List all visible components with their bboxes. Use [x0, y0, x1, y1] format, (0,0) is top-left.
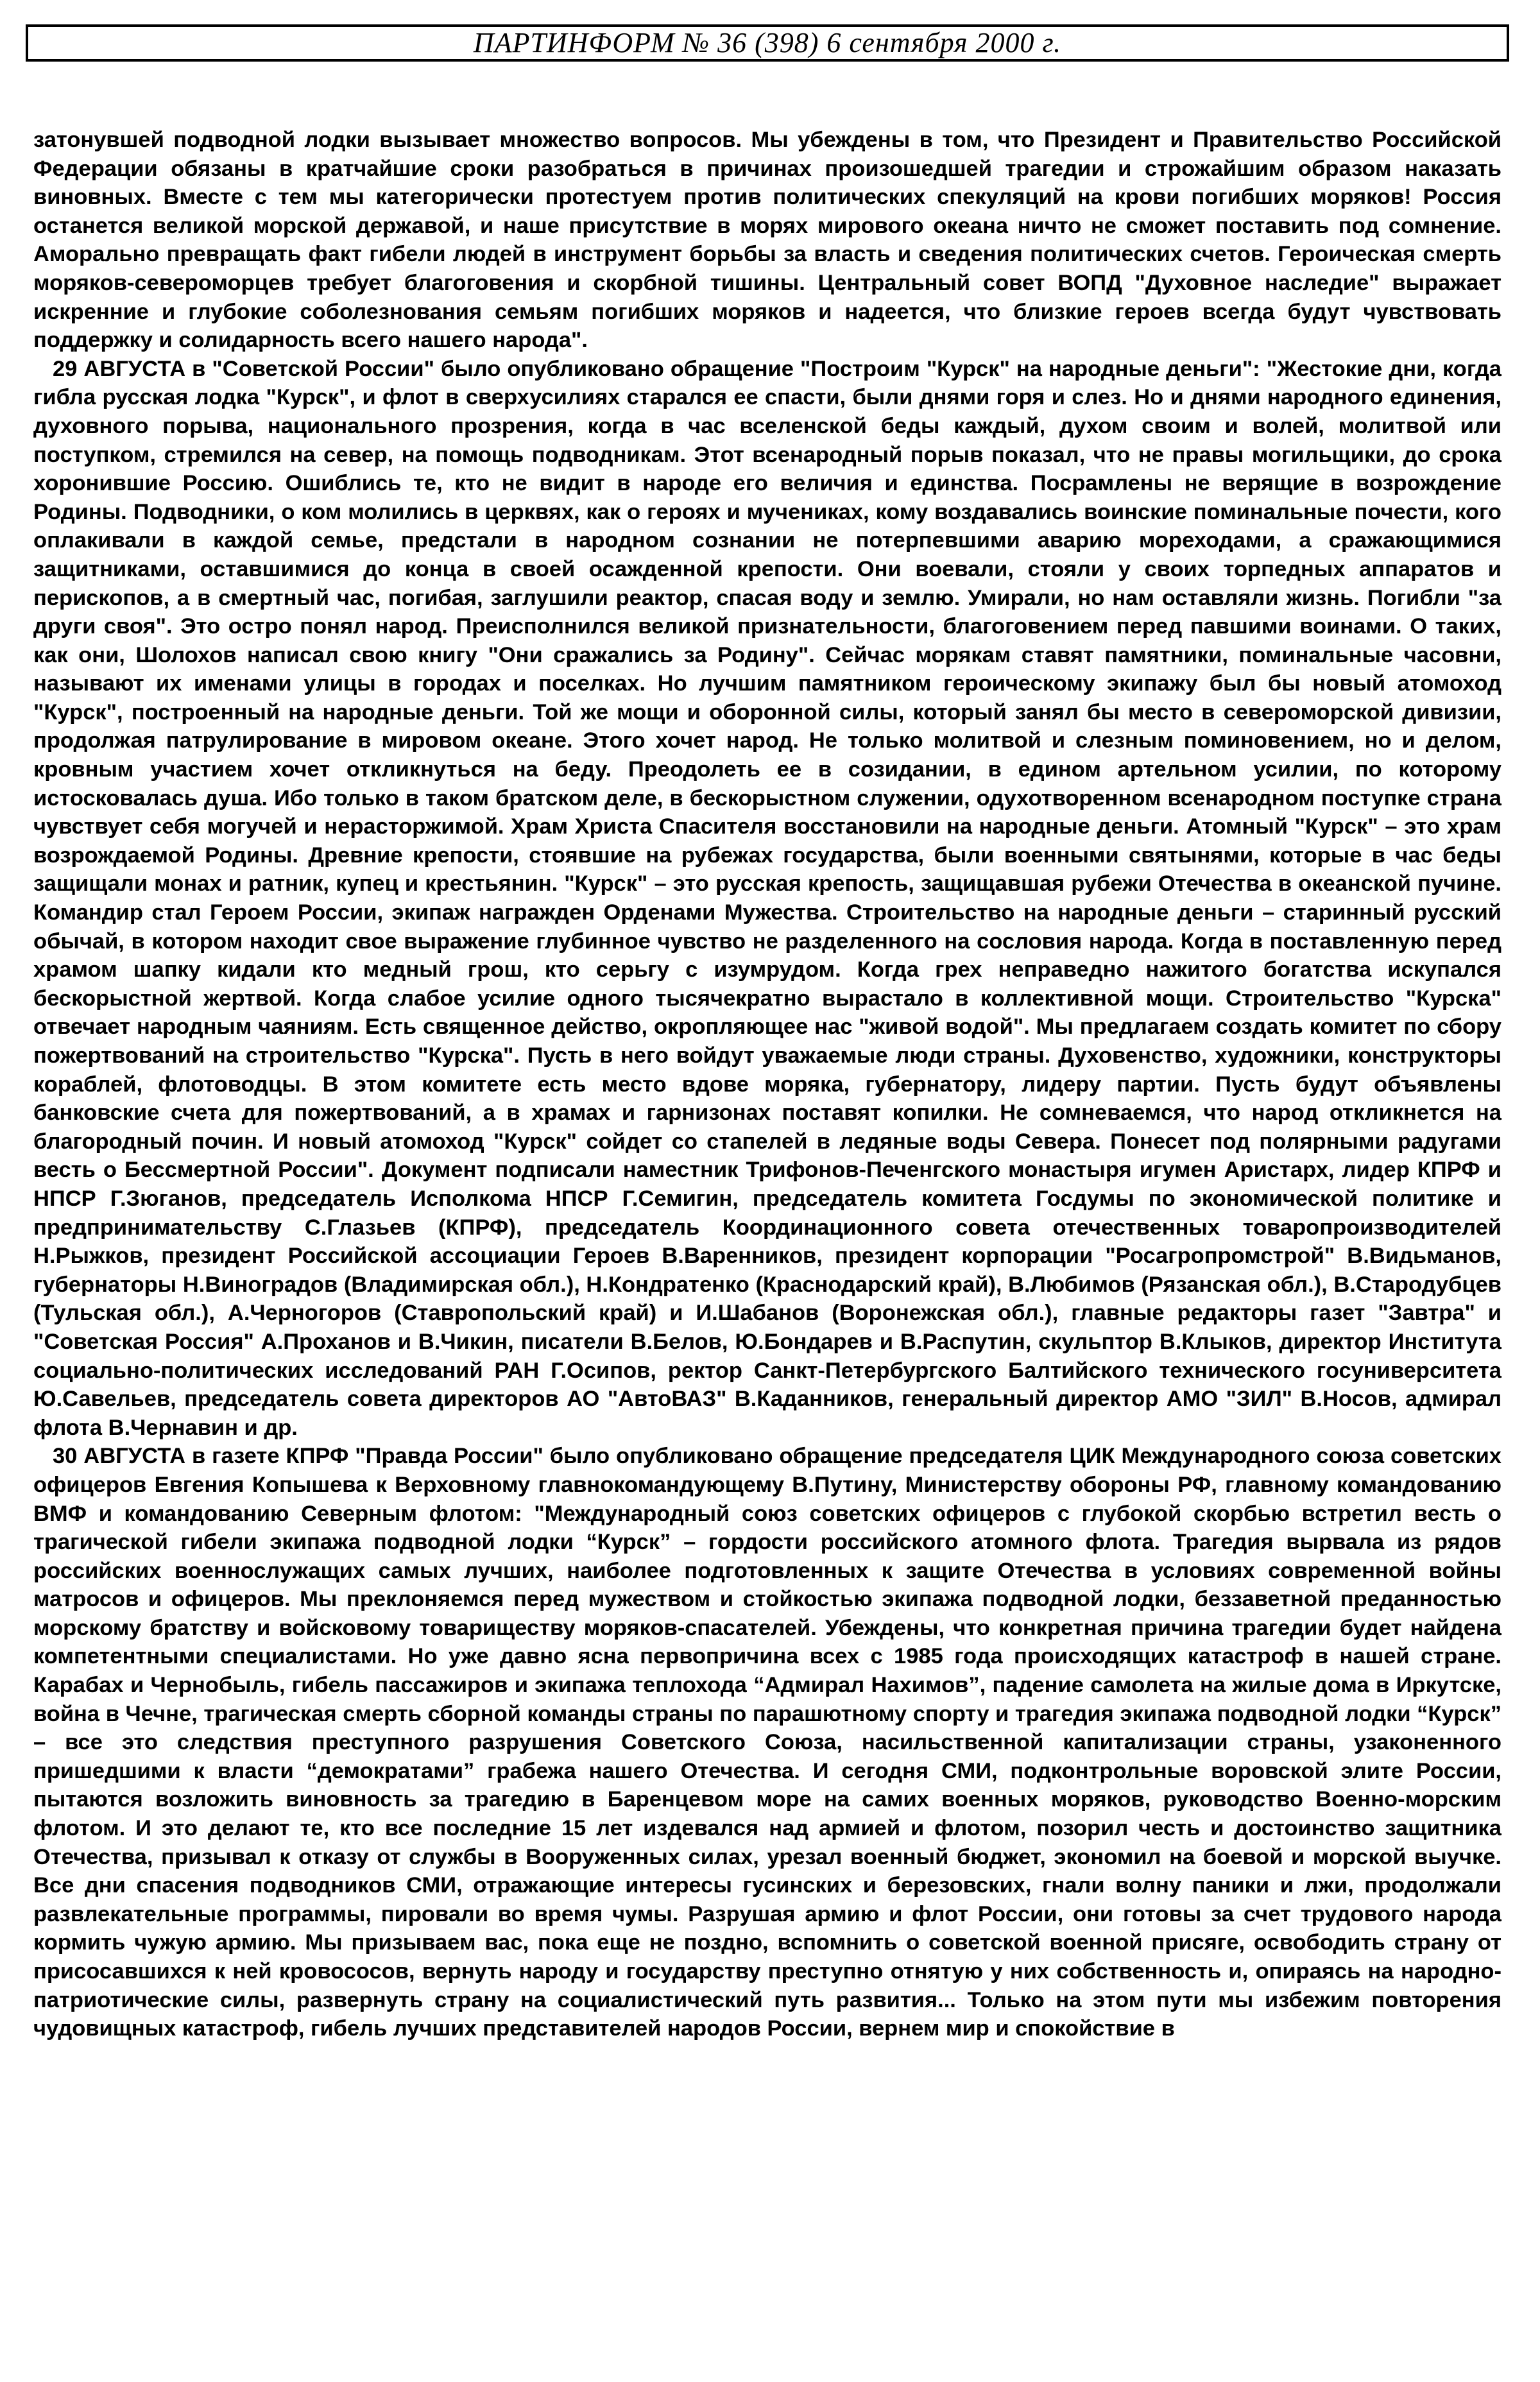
- issue-title: ПАРТИНФОРМ № 36 (398) 6 сентября 2000 г.: [473, 27, 1062, 58]
- page-header: [26, 24, 1509, 62]
- article-body: [33, 126, 1502, 2043]
- article-paragraph: затонувшей подводной лодки вызывает множество вопросов. Мы убеждены в том, что Президент и Правительство Российской Федерации обязаны в кратчайшие сроки разобраться в причинах произошедшей трагедии и строжайшим образом наказать виновных. Вместе с тем мы категорически протестуем против политических спекуляций на крови погибших моряков! Россия останется великой морской державой, и наше присутствие в морях мирового океана ничто не сможет поставить под сомнение. Аморально превращать факт гибели людей в инструмент борьбы за власть и сведения политических счетов. Героическая смерть моряков-североморцев требует благоговения и скорбной тишины. Центральный совет ВОПД "Духовное наследие" выражает искренние и глубокие соболезнования семьям погибших моряков и надеется, что близкие героев всегда будут чувствовать поддержку и солидарность всего нашего народа".: [33, 128, 1502, 353]
- article-paragraph: 30 АВГУСТА в газете КПРФ "Правда России" было опубликовано обращение председателя ЦИК Международного союза советских офицеров Евгения Копышева к Верховному главнокомандующему В.Путину, Министерству обороны РФ, главному командованию ВМФ и командованию Северным флотом: "Международный союз советских офицеров с глубокой скорбью встретил весть о трагической гибели экипажа подводной лодки “Курск” – гордости российского атомного флота. Трагедия вырвала из рядов российских военнослужащих самых лучших, наиболее подготовленных к защите Отечества в условиях современной войны матросов и офицеров. Мы преклоняемся перед мужеством и стойкостью экипажа подводной лодки, беззаветной преданностью морскому братству и войсковому товариществу моряков-спасателей. Убеждены, что конкретная причина трагедии будет найдена компетентными специалистами. Но уже давно ясна первопричина всех с 1985 года происходящих катастроф в нашей стране. Карабах и Чернобыль, гибель пассажиров и экипажа теплохода “Адмирал Нахимов”, падение самолета на жилые дома в Иркутске, война в Чечне, трагическая смерть сборной команды страны по парашютному спорту и трагедия экипажа подводной лодки “Курск” – все это следствия преступного разрушения Советского Союза, насильственной капитализации страны, узаконенного пришедшими к власти “демократами” грабежа нашего Отечества. И сегодня СМИ, подконтрольные воровской элите России, пытаются возложить виновность за трагедию в Баренцевом море на самих военных моряков, руководство Военно-морским флотом. И это делают те, кто все последние 15 лет издевался над армией и флотом, позорил честь и достоинство защитника Отечества, призывал к отказу от службы в Вооруженных силах, урезал военный бюджет, экономил на боевой и морской выучке. Все дни спасения подводников СМИ, отражающие интересы гусинских и березовских, гнали волну паники и лжи, продолжали развлекательные программы, пировали во время чумы. Разрушая армию и флот России, они готовы за счет трудового народа кормить чужую армию. Мы призываем вас, пока еще не поздно, вспомнить о советской военной присяге, освободить страну от присосавшихся к ней кровососов, вернуть народу и государству преступно отнятую у них собственность и, опираясь на народно-патриотические силы, развернуть страну на социалистический путь развития... Только на этом пути мы избежим повторения чудовищных катастроф, гибель лучших представителей народов России, вернем мир и спокойствие в: [33, 1444, 1502, 2041]
- article-paragraph: 29 АВГУСТА в "Советской России" было опубликовано обращение "Построим "Курск" на народные деньги": "Жестокие дни, когда гибла русская лодка "Курск", и флот в сверхусилиях старался ее спасти, были днями горя и слез. Но и днями народного единения, духовного порыва, национального прозрения, когда в час вселенской беды каждый, духом своим и волей, молитвой или поступком, стремился на север, на помощь подводникам. Этот всенародный порыв показал, что не правы могильщики, до срока хоронившие Россию. Ошиблись те, кто не видит в народе его величия и единства. Посрамлены не верящие в возрождение Родины. Подводники, о ком молились в церквях, как о героях и мучениках, кому воздавались воинские поминальные почести, кого оплакивали в каждой семье, предстали в народном сознании не потерпевшими аварию мореходами, а сражающимися защитниками, оставшимися до конца в своей осажденной крепости. Они воевали, стояли у своих торпедных аппаратов и перископов, а в смертный час, погибая, заглушили реактор, спасая воду и землю. Умирали, но нам оставляли жизнь. Погибли "за други своя". Это остро понял народ. Преисполнился великой признательности, благоговением перед павшими воинами. О таких, как они, Шолохов написал свою книгу "Они сражались за Родину". Сейчас морякам ставят памятники, поминальные часовни, называют их именами улицы в городах и поселках. Но лучшим памятником героическому экипажу был бы новый атомоход "Курск", построенный на народные деньги. Той же мощи и оборонной силы, который занял бы место в североморской дивизии, продолжая патрулирование в мировом океане. Этого хочет народ. Не только молитвой и слезным поминовением, но и делом, кровным участием хочет откликнуться на беду. Преодолеть ее в созидании, в едином артельном усилии, по которому истосковалась душа. Ибо только в таком братском деле, в бескорыстном служении, одухотворенном всенародном поступке страна чувствует себя могучей и нерасторжимой. Храм Христа Спасителя восстановили на народные деньги. Атомный "Курск" – это храм возрождаемой Родины. Древние крепости, стоявшие на рубежах государства, были военными святынями, которые в час беды защищали монах и ратник, купец и крестьянин. "Курск" – это русская крепость, защищавшая рубежи Отечества в океанской пучине. Командир стал Героем России, экипаж награжден Орденами Мужества. Строительство на народные деньги – старинный русский обычай, в котором находит свое выражение глубинное чувство не разделенного на сословия народа. Когда в поставленную перед храмом шапку кидали кто медный грош, кто серьгу с изумрудом. Когда грех неправедно нажитого богатства искупался бескорыстной жертвой. Когда слабое усилие одного тысячекратно вырастало в коллективной мощи. Строительство "Курска" отвечает народным чаяниям. Есть священное действо, окропляющее нас "живой водой". Мы предлагаем создать комитет по сбору пожертвований на строительство "Курска". Пусть в него войдут уважаемые люди страны. Духовенство, художники, конструкторы кораблей, флотоводцы. В этом комитете есть место вдове моряка, губернатору, лидеру партии. Пусть будут объявлены банковские счета для пожертвований, а в храмах и гарнизонах поставят копилки. Не сомневаемся, что народ откликнется на благородный почин. И новый атомоход "Курск" сойдет со стапелей в ледяные воды Севера. Понесет под полярными радугами весть о Бессмертной России". Документ подписали наместник Трифонов-Печенгского монастыря игумен Аристарх, лидер КПРФ и НПСР Г.Зюганов, председатель Исполкома НПСР Г.Семигин, председатель комитета Госдумы по экономической политике и предпринимательству С.Глазьев (КПРФ), председатель Координационного совета отечественных товаропроизводителей Н.Рыжков, президент Российской ассоциации Героев В.Варенников, президент корпорации "Росагропромстрой" В.Видьманов, губернаторы Н.Виноградов (Владимирская обл.), Н.Кондратенко (Краснодарский край), В.Любимов (Рязанская обл.), В.Стародубцев (Тульская обл.), А.Черногоров (Ставропольский край) и И.Шабанов (Воронежская обл.), главные редакторы газет "Завтра" и "Советская Россия" А.Проханов и В.Чикин, писатели В.Белов, Ю.Бондарев и В.Распутин, скульптор В.Клыков, директор Института социально-политических исследований РАН Г.Осипов, ректор Санкт-Петербургского Балтийского технического госуниверситета Ю.Савельев, председатель совета директоров АО "АвтоВАЗ" В.Каданников, генеральный директор АМО "ЗИЛ" В.Носов, адмирал флота В.Чернавин и др.: [33, 356, 1502, 1440]
